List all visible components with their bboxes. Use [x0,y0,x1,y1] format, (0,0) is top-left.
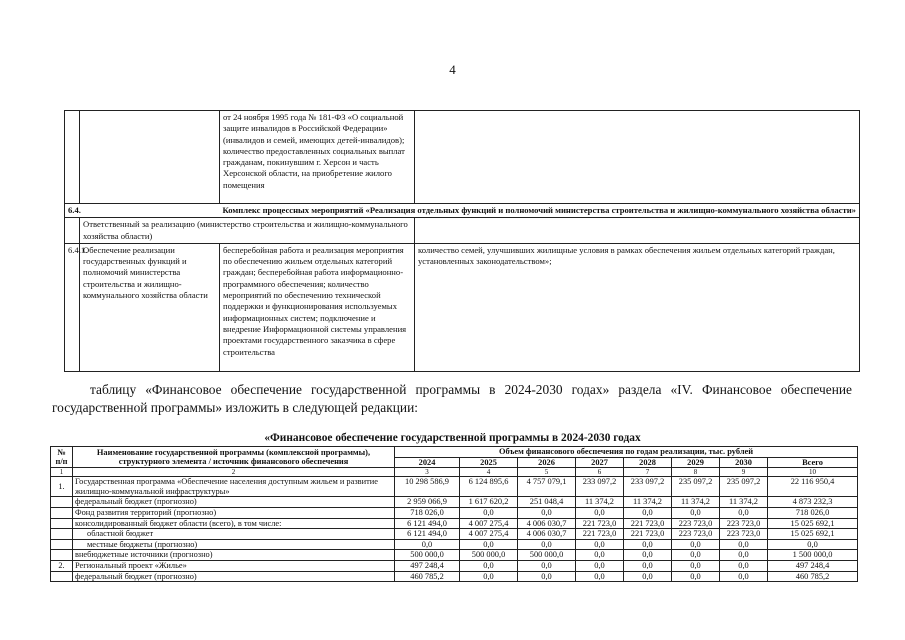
value-cell: 0,0 [576,571,624,582]
value-cell: 0,0 [576,507,624,518]
header-total: Всего [768,457,858,468]
value-cell: 0,0 [720,507,768,518]
value-cell: 500 000,0 [518,550,576,561]
value-cell: 11 374,2 [576,497,624,508]
row-6-4-1-indicator: количество семей, улучшивших жилищные условия в рамках обеспечения жильем отдельных категорий граждан, установленных законодательством»; [415,243,860,371]
value-cell: 4 007 275,4 [460,518,518,529]
value-cell: 0,0 [518,560,576,571]
responsible-text: Ответственный за реализацию (министерство строительства и жилищно-коммунального хозяйства области) [80,218,415,244]
column-index-cell: 5 [518,468,576,477]
value-cell: 235 097,2 [720,477,768,497]
value-cell: 251 048,4 [518,497,576,508]
value-cell: 22 116 950,4 [768,477,858,497]
value-cell: 4 757 079,1 [518,477,576,497]
page-number: 4 [449,62,456,77]
value-cell: 497 248,4 [768,560,858,571]
value-cell: 6 124 895,6 [460,477,518,497]
value-cell: 460 785,2 [395,571,460,582]
value-cell: 6 121 494,0 [395,518,460,529]
row-6-4-number: 6.4. [65,204,220,218]
column-index-cell: 8 [672,468,720,477]
table-row [51,507,858,518]
value-cell: 4 007 275,4 [460,529,518,540]
column-index-cell: 10 [768,468,858,477]
value-cell: 0,0 [624,539,672,550]
value-cell: 0,0 [672,507,720,518]
value-cell: 223 723,0 [672,518,720,529]
row-number [51,518,73,529]
column-index-cell: 9 [720,468,768,477]
value-cell: 0,0 [624,507,672,518]
value-cell: 15 025 692,1 [768,529,858,540]
row-number [51,550,73,561]
row-name: внебюджетные источники (прогнозно) [73,550,395,561]
value-cell: 0,0 [576,539,624,550]
row-number [51,571,73,582]
value-cell: 221 723,0 [576,518,624,529]
row-number [51,539,73,550]
measures-table [64,110,860,372]
header-year: 2025 [460,457,518,468]
column-index-cell: 4 [460,468,518,477]
value-cell: 718 026,0 [768,507,858,518]
value-cell: 15 025 692,1 [768,518,858,529]
value-cell: 235 097,2 [672,477,720,497]
row-6-4-1-name: Обеспечение реализации государственных функций и полномочий министерства строительства и жилищно-коммунального хозяйства области [80,243,220,371]
column-index-cell: 1 [51,468,73,477]
financing-table [50,446,858,582]
table-row [51,518,858,529]
value-cell: 233 097,2 [576,477,624,497]
row-name: Региональный проект «Жилье» [73,560,395,571]
table-row [51,560,858,571]
row-6-4-1-number: 6.4.1. [65,243,80,371]
value-cell: 4 873 232,3 [768,497,858,508]
header-year: 2027 [576,457,624,468]
value-cell: 233 097,2 [624,477,672,497]
value-cell: 0,0 [672,539,720,550]
value-cell: 0,0 [460,571,518,582]
value-cell: 0,0 [460,507,518,518]
value-cell: 223 723,0 [672,529,720,540]
header-year: 2026 [518,457,576,468]
value-cell: 460 785,2 [768,571,858,582]
header-year: 2028 [624,457,672,468]
value-cell: 0,0 [518,507,576,518]
row-6-4-1-measures: бесперебойная работа и реализация мероприятия по обеспечению жильем отдельных категорий граждан; бесперебойная работа информационно-программного обеспечения; количество мероприятий по обеспечению технической поддержки и функционирования используемых информационных систем; подключение и внедрение Информационной системы управления проектами государственного заказчика в сфере строительства [220,243,415,371]
table-row [51,477,858,497]
column-index-cell: 2 [73,468,395,477]
header-year: 2029 [672,457,720,468]
row-name: областной бюджет [73,529,395,540]
row-number: 1. [51,477,73,497]
value-cell: 0,0 [672,550,720,561]
row-name: Фонд развития территорий (прогнозно) [73,507,395,518]
row-number: 2. [51,560,73,571]
row-name: Государственная программа «Обеспечение населения доступным жильем и развитие жилищно-коммунальной инфраструктуры» [73,477,395,497]
value-cell: 0,0 [460,539,518,550]
table-row [51,550,858,561]
value-cell: 718 026,0 [395,507,460,518]
amendment-paragraph: таблицу «Финансовое обеспечение государственной программы в 2024-2030 годах» раздела «IV. Финансовое обеспечение государственной программы» изложить в следующей редакции: [52,382,852,415]
row-6-4-title: Комплекс процессных мероприятий «Реализация отдельных функций и полномочий министерства строительства и жилищно-коммунального хозяйства области» [220,204,860,218]
table-row [51,539,858,550]
row-number [51,497,73,508]
value-cell: 6 121 494,0 [395,529,460,540]
value-cell: 500 000,0 [460,550,518,561]
column-index-row [51,468,858,477]
financing-table-body [51,468,858,582]
value-cell: 0,0 [624,560,672,571]
header-year: 2024 [395,457,460,468]
value-cell: 221 723,0 [624,518,672,529]
value-cell: 11 374,2 [624,497,672,508]
value-cell: 0,0 [576,550,624,561]
value-cell: 4 006 030,7 [518,518,576,529]
value-cell: 223 723,0 [720,529,768,540]
value-cell: 0,0 [576,560,624,571]
column-index-cell: 6 [576,468,624,477]
value-cell: 497 248,4 [395,560,460,571]
value-cell: 221 723,0 [576,529,624,540]
financing-table-title: «Финансовое обеспечение государственной программы в 2024-2030 годах [264,432,641,444]
value-cell: 0,0 [720,550,768,561]
value-cell: 500 000,0 [395,550,460,561]
value-cell: 0,0 [768,539,858,550]
continuation-text: от 24 ноября 1995 года № 181-ФЗ «О социальной защите инвалидов в Российской Федерации» (инвалидов и семей, имеющих детей-инвалидов); количество предоставленных социальных выплат гражданам, покинувшим г. Херсон и часть Херсонской области, на приобретение жилого помещения [220,111,415,204]
value-cell: 221 723,0 [624,529,672,540]
column-index-cell: 3 [395,468,460,477]
value-cell: 0,0 [624,550,672,561]
value-cell: 0,0 [460,560,518,571]
table-row [51,497,858,508]
value-cell: 0,0 [624,571,672,582]
header-number: № п/п [51,447,73,468]
value-cell: 11 374,2 [720,497,768,508]
row-number [51,507,73,518]
value-cell: 0,0 [720,571,768,582]
value-cell: 0,0 [720,539,768,550]
value-cell: 10 298 586,9 [395,477,460,497]
value-cell: 223 723,0 [720,518,768,529]
value-cell: 1 617 620,2 [460,497,518,508]
header-name: Наименование государственной программы (комплексной программы), структурного элемента / источник финансового обеспечения [73,447,395,468]
table-row [51,571,858,582]
value-cell: 11 374,2 [672,497,720,508]
row-name: федеральный бюджет (прогнозно) [73,571,395,582]
value-cell: 4 006 030,7 [518,529,576,540]
row-name: федеральный бюджет (прогнозно) [73,497,395,508]
header-volume: Объем финансового обеспечения по годам реализации, тыс. рублей [395,447,858,458]
value-cell: 0,0 [720,560,768,571]
value-cell: 0,0 [672,571,720,582]
table-row [51,529,858,540]
column-index-cell: 7 [624,468,672,477]
row-number [51,529,73,540]
value-cell: 2 959 066,9 [395,497,460,508]
header-year: 2030 [720,457,768,468]
value-cell: 0,0 [518,571,576,582]
value-cell: 0,0 [672,560,720,571]
row-name: местные бюджеты (прогнозно) [73,539,395,550]
row-name: консолидированный бюджет области (всего), в том числе: [73,518,395,529]
value-cell: 0,0 [518,539,576,550]
value-cell: 1 500 000,0 [768,550,858,561]
value-cell: 0,0 [395,539,460,550]
